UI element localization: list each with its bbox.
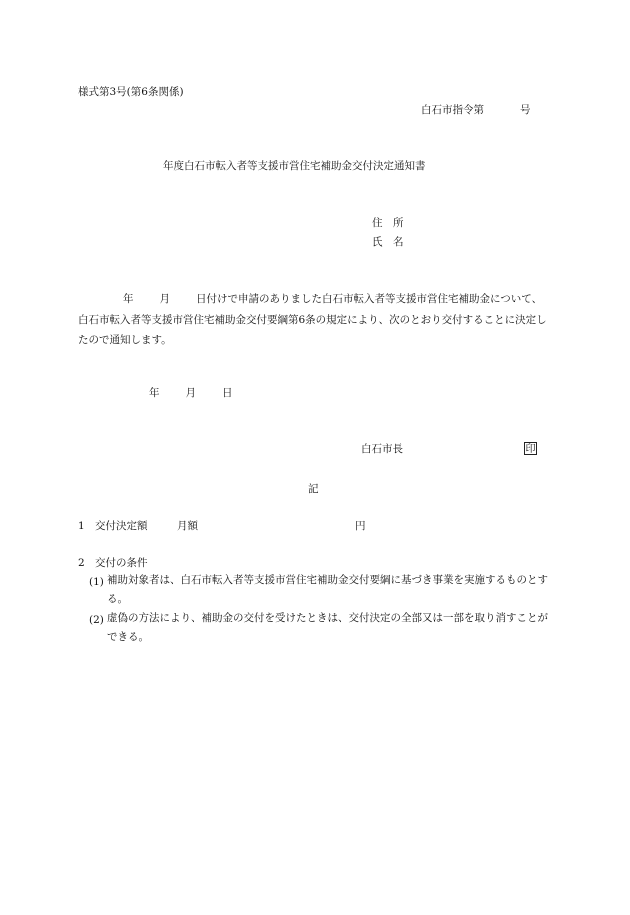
item1-number: 1 [78,520,85,532]
date-day: 日 [222,387,233,399]
reference-prefix: 白石市指令第 [421,104,484,116]
reference-number [421,104,531,117]
body-text: 日付けで申請のありました白石市転入者等支援市営住宅補助金について、白石市転入者等支援市営住宅補助金交付要綱第6条の規定により、次のとおり交付することに決定したので通知します。 [78,293,547,346]
item2-label: 交付の条件 [95,557,148,569]
body-paragraph [78,289,552,351]
seal-icon: 印 [525,444,536,455]
issuer-name: 白石市長 [361,443,403,455]
body-year: 年 [123,293,134,305]
condition-1-text: 補助対象者は、白石市転入者等支援市営住宅補助金交付要綱に基づき事業を実施するものとする。 [107,574,548,605]
seal-mark [524,442,537,456]
condition-1-number: (1) [89,576,104,588]
reference-suffix: 号 [520,104,531,116]
item1-label: 交付決定額 [95,520,148,532]
form-number: 様式第3号(第6条関係) [78,86,184,98]
body-month: 月 [159,293,170,305]
item1-unit: 円 [355,520,366,532]
condition-2-number: (2) [89,614,104,626]
condition-2-text: 虚偽の方法により、補助金の交付を受けたときは、交付決定の全部又は一部を取り消すことができる。 [107,612,548,643]
address-label: 住 所 [372,217,404,229]
item1-period: 月額 [177,520,198,532]
item2-number: 2 [78,557,85,569]
ki-heading: 記 [308,483,319,495]
document-title: 年度白石市転入者等支援市営住宅補助金交付決定通知書 [163,160,426,172]
date-month: 月 [185,387,196,399]
name-label: 氏 名 [372,236,404,248]
date-year: 年 [149,387,160,399]
issue-date [149,387,233,400]
